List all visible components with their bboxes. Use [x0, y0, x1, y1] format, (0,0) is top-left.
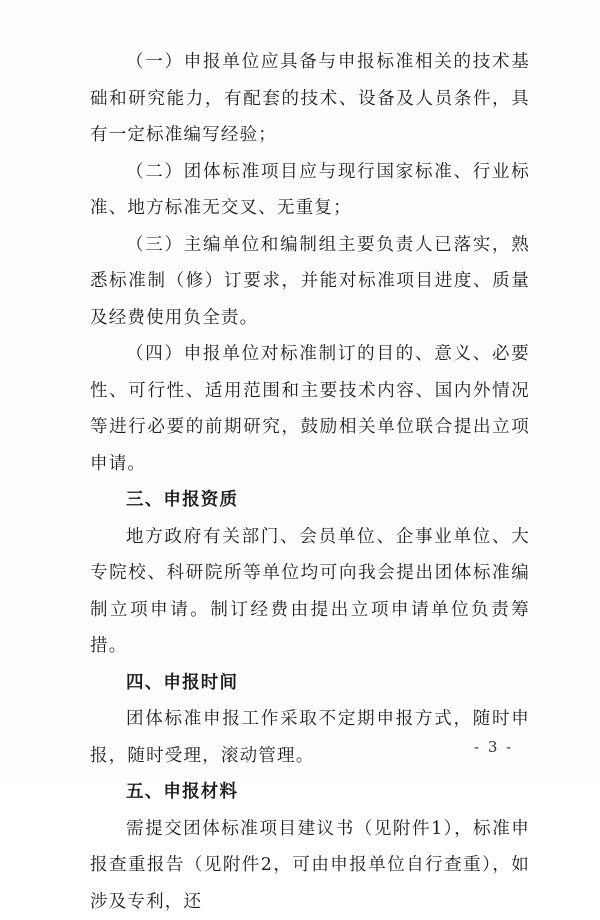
- paragraph-requirement-3: （三）主编单位和编制组主要负责人已落实，熟悉标准制（修）订要求，并能对标准项目进度、质量及经费使用负全责。: [90, 227, 530, 337]
- document-body: [90, 44, 530, 920]
- paragraph-requirement-2: （二）团体标准项目应与现行国家标准、行业标准、地方标准无交叉、无重复；: [90, 154, 530, 227]
- paragraph-requirement-1: （一）申报单位应具备与申报标准相关的技术基础和研究能力，有配套的技术、设备及人员条件，具有一定标准编写经验；: [90, 44, 530, 154]
- section-heading-materials: 五、申报材料: [90, 774, 530, 811]
- paragraph-materials: 需提交团体标准项目建议书（见附件1），标准申报查重报告（见附件2，可由申报单位自行查重），如涉及专利，还: [90, 811, 530, 920]
- paragraph-requirement-4: （四）申报单位对标准制订的目的、意义、必要性、可行性、适用范围和主要技术内容、国内外情况等进行必要的前期研究，鼓励相关单位联合提出立项申请。: [90, 336, 530, 482]
- section-heading-time: 四、申报时间: [90, 665, 530, 702]
- section-heading-qualification: 三、申报资质: [90, 482, 530, 519]
- page-number: - 3 -: [474, 738, 513, 756]
- paragraph-time: 团体标准申报工作采取不定期申报方式，随时申报，随时受理，滚动管理。: [90, 701, 530, 774]
- paragraph-qualification: 地方政府有关部门、会员单位、企事业单位、大专院校、科研院所等单位均可向我会提出团体标准编制立项申请。制订经费由提出立项申请单位负责筹措。: [90, 519, 530, 665]
